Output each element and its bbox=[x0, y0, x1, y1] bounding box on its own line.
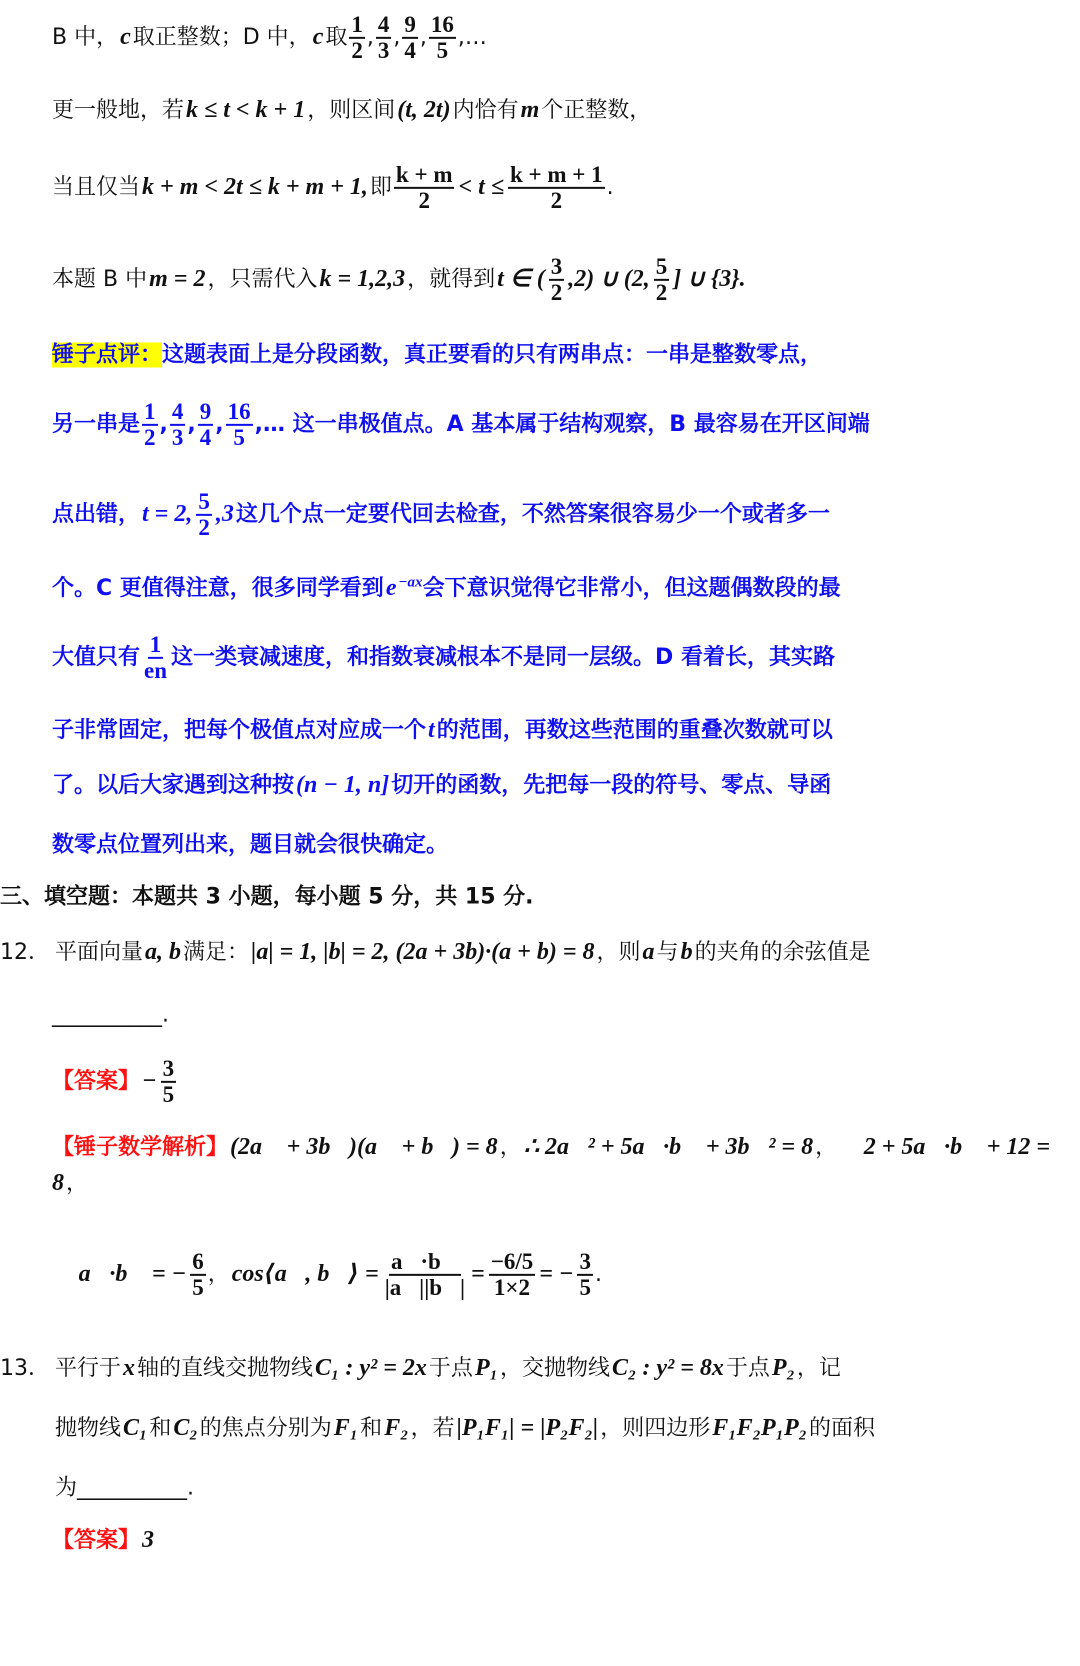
text-line bbox=[52, 570, 1075, 606]
fraction-denominator: 2 bbox=[550, 188, 563, 213]
math-expression: m = 2 bbox=[149, 266, 206, 292]
text-run: 本题 B 中 bbox=[52, 267, 148, 292]
fraction bbox=[198, 400, 214, 450]
fraction-numerator: 16 bbox=[429, 13, 456, 39]
text-run: 的夹角的余弦值是 bbox=[694, 940, 871, 965]
text-line bbox=[55, 1410, 1075, 1446]
math-expression: a bbox=[642, 939, 655, 965]
fraction bbox=[142, 400, 158, 450]
text-run: 和 bbox=[149, 1416, 172, 1441]
math-expression: k = 1,2,3 bbox=[319, 266, 406, 292]
text-run: 平面向量 bbox=[55, 940, 144, 965]
text-run: 为__________. bbox=[55, 1475, 194, 1501]
fraction-numerator: 1 bbox=[349, 13, 365, 39]
math-expression: F₂ bbox=[384, 1415, 409, 1441]
math-expression: C₂ bbox=[173, 1415, 198, 1441]
superscript: −ax bbox=[398, 574, 423, 591]
text-run: 数零点位置列出来，题目就会很快确定。 bbox=[52, 832, 449, 858]
text-run: ，则 bbox=[596, 940, 641, 965]
math-expression: cos⟨a⃗, b⃗⟩ = bbox=[231, 1261, 379, 1287]
text-line bbox=[0, 1350, 1075, 1386]
fraction bbox=[376, 13, 392, 63]
math-expression: k ≤ t < k + 1 bbox=[186, 97, 306, 123]
math-expression: ,3 bbox=[215, 501, 234, 527]
text-run: 取正整数；D 中， bbox=[132, 25, 311, 50]
fraction bbox=[402, 13, 418, 63]
text-line bbox=[52, 1522, 1075, 1558]
fraction-denominator: 1×2 bbox=[493, 1275, 531, 1300]
fraction-numerator: 3 bbox=[161, 1057, 177, 1083]
fraction bbox=[508, 163, 605, 213]
text-run: 的面积 bbox=[809, 1416, 876, 1441]
text-line bbox=[52, 400, 1075, 450]
fraction bbox=[161, 1057, 177, 1107]
fraction-denominator: 2 bbox=[655, 280, 668, 305]
math-expression: = − bbox=[539, 1261, 574, 1287]
fraction-numerator: 16 bbox=[226, 400, 253, 426]
math-expression: (t, 2t) bbox=[397, 97, 451, 123]
fraction-denominator: 3 bbox=[377, 38, 390, 63]
fraction-denominator: 2 bbox=[550, 280, 563, 305]
math-expression: c bbox=[120, 24, 131, 50]
text-run: , bbox=[215, 412, 224, 437]
text-run: 这一类衰减速度，和指数衰减根本不是同一层级。D 看着长，其实路 bbox=[171, 645, 835, 670]
text-run: 更一般地，若 bbox=[52, 98, 185, 123]
math-expression: b bbox=[680, 939, 693, 965]
fraction-denominator: 2 bbox=[198, 515, 210, 540]
text-run: ，只需代入 bbox=[207, 267, 318, 292]
fraction bbox=[196, 490, 212, 540]
text-run: 了。以后大家遇到这种按 bbox=[52, 773, 295, 798]
math-expression: P₁ bbox=[474, 1355, 498, 1381]
text-line bbox=[52, 829, 1075, 862]
fraction-numerator: 3 bbox=[577, 1250, 593, 1276]
text-run: , bbox=[366, 25, 374, 50]
text-line bbox=[52, 767, 1075, 803]
fraction bbox=[190, 1250, 206, 1300]
text-line bbox=[52, 1057, 1075, 1107]
math-expression: C₁ : y² = 2x bbox=[315, 1355, 427, 1381]
math-expression: (2a⃗ + 3b⃗)(a⃗ + b⃗) = 8 bbox=[230, 1134, 498, 1160]
fraction bbox=[383, 1250, 467, 1300]
math-expression: C₁ bbox=[123, 1415, 148, 1441]
text-run: 这题表面上是分段函数，真正要看的只有两串点：一串是整数零点， bbox=[162, 342, 823, 368]
answer-label: 【锤子数学解析】 bbox=[52, 1135, 229, 1160]
fraction-numerator: 1 bbox=[142, 400, 158, 426]
fraction-numerator: 1 bbox=[148, 633, 164, 659]
fraction bbox=[170, 400, 186, 450]
math-expression: ∴ 2 + 5a⃗·b⃗ + 12 = 8 bbox=[52, 1134, 1051, 1196]
math-expression: e bbox=[385, 575, 397, 601]
fraction-denominator: 3 bbox=[171, 425, 184, 450]
fraction bbox=[549, 255, 565, 305]
fraction-numerator: 5 bbox=[196, 490, 212, 516]
text-run: 个。C 更值得注意，很多同学看到 bbox=[52, 576, 384, 601]
fraction-numerator: 4 bbox=[170, 400, 186, 426]
text-line bbox=[0, 881, 1075, 914]
text-run: ， bbox=[207, 1262, 230, 1287]
fraction-denominator: 5 bbox=[192, 1275, 204, 1300]
text-run: 满足： bbox=[183, 940, 250, 965]
fraction-denominator: 4 bbox=[199, 425, 212, 450]
text-run: ，若 bbox=[410, 1416, 455, 1441]
text-run: 取 bbox=[325, 25, 348, 50]
text-line bbox=[52, 255, 1075, 305]
text-run: 大值只有 bbox=[52, 645, 141, 670]
text-run: ， bbox=[499, 1135, 522, 1160]
math-expression: − bbox=[142, 1068, 157, 1094]
highlighted-label: 锤子点评： bbox=[52, 342, 163, 368]
math-expression: ∴ a⃗·b⃗ = − bbox=[54, 1261, 187, 1287]
math-expression: F₁ bbox=[333, 1415, 359, 1441]
text-run: ， bbox=[815, 1135, 838, 1160]
fraction-denominator: 5 bbox=[436, 38, 449, 63]
fraction bbox=[226, 400, 253, 450]
fraction-numerator: −6/5 bbox=[489, 1250, 536, 1276]
text-run: 当且仅当 bbox=[52, 175, 141, 200]
fraction-denominator: 5 bbox=[162, 1082, 175, 1107]
text-run: ，则区间 bbox=[307, 98, 396, 123]
math-expression: 3 bbox=[142, 1527, 155, 1553]
math-expression: a, b bbox=[145, 939, 182, 965]
fraction-numerator: 9 bbox=[198, 400, 214, 426]
text-line bbox=[52, 92, 1075, 128]
text-line bbox=[52, 633, 1075, 683]
math-expression: < t ≤ bbox=[458, 174, 504, 200]
math-expression: |P₁F₁| = |P₂F₂| bbox=[456, 1415, 599, 1441]
text-line bbox=[52, 712, 1075, 748]
text-run: ,… bbox=[457, 25, 487, 50]
fraction-numerator: 4 bbox=[376, 13, 392, 39]
text-line bbox=[52, 490, 1075, 540]
text-run: 会下意识觉得它非常小，但这题偶数段的最 bbox=[422, 576, 841, 601]
text-line bbox=[55, 1472, 1075, 1505]
text-run: 个正整数， bbox=[541, 98, 652, 123]
text-run: 和 bbox=[360, 1416, 383, 1441]
text-run: , bbox=[419, 25, 427, 50]
text-run: . bbox=[606, 175, 614, 200]
text-line bbox=[52, 13, 1075, 63]
fraction-denominator: 2 bbox=[351, 38, 363, 63]
fraction-numerator: 3 bbox=[549, 255, 565, 281]
text-run: , bbox=[393, 25, 401, 50]
text-run: ， bbox=[66, 1171, 89, 1196]
text-line bbox=[52, 339, 1075, 372]
text-run: ，就得到 bbox=[407, 267, 496, 292]
text-line bbox=[52, 999, 1075, 1032]
answer-label: 【答案】 bbox=[52, 1069, 141, 1094]
math-expression: t bbox=[428, 717, 435, 743]
text-run: , bbox=[187, 412, 196, 437]
fraction-denominator: 5 bbox=[579, 1275, 591, 1300]
question-number: 12． bbox=[0, 940, 50, 965]
math-expression: ,2) ∪ (2, bbox=[568, 266, 650, 292]
fraction-numerator: k + m bbox=[394, 163, 455, 189]
math-expression: m bbox=[520, 97, 540, 123]
fraction-denominator: 5 bbox=[233, 425, 245, 450]
fraction-numerator: k + m + 1 bbox=[508, 163, 605, 189]
fraction bbox=[577, 1250, 593, 1300]
fraction-numerator: 9 bbox=[402, 13, 418, 39]
text-run: ，则四边形 bbox=[600, 1416, 711, 1441]
text-run: ，记 bbox=[796, 1356, 841, 1381]
fraction-numerator: 5 bbox=[654, 255, 670, 281]
math-expression: F₁F₂P₁P₂ bbox=[712, 1415, 808, 1441]
text-run: 的焦点分别为 bbox=[199, 1416, 332, 1441]
answer-label: 【答案】 bbox=[52, 1528, 141, 1553]
fraction-numerator: a⃗·b⃗ bbox=[389, 1250, 461, 1276]
math-expression: ] ∪ {3}. bbox=[673, 266, 746, 292]
text-run: ，交抛物线 bbox=[499, 1356, 610, 1381]
text-run: 平行于 bbox=[55, 1356, 122, 1381]
text-line bbox=[52, 1250, 1075, 1300]
fraction-denominator: 2 bbox=[144, 425, 156, 450]
math-expression: c bbox=[312, 24, 324, 50]
text-run: 与 bbox=[656, 940, 679, 965]
fraction bbox=[654, 255, 670, 305]
text-run: 三、填空题：本题共 3 小题，每小题 5 分，共 15 分. bbox=[0, 884, 534, 910]
text-run: 抛物线 bbox=[55, 1416, 122, 1441]
text-run: . bbox=[594, 1262, 602, 1287]
fraction-denominator: en bbox=[144, 658, 168, 683]
text-run: 的范围，再数这些范围的重叠次数就可以 bbox=[436, 718, 833, 743]
math-expression: C₂ : y² = 8x bbox=[611, 1355, 724, 1381]
text-line bbox=[52, 1129, 1075, 1201]
text-run: 子非常固定，把每个极值点对应成一个 bbox=[52, 718, 427, 743]
fraction bbox=[142, 633, 169, 683]
fraction bbox=[429, 13, 456, 63]
fraction-denominator: |a⃗||b⃗| bbox=[384, 1275, 466, 1300]
text-run: 轴的直线交抛物线 bbox=[137, 1356, 314, 1381]
text-run: 即 bbox=[369, 175, 392, 200]
text-run: 于点 bbox=[725, 1356, 770, 1381]
fraction bbox=[489, 1250, 536, 1300]
fraction bbox=[394, 163, 455, 213]
fraction-numerator: 6 bbox=[190, 1250, 206, 1276]
text-run: 另一串是 bbox=[52, 412, 141, 437]
math-expression: (n − 1, n] bbox=[296, 772, 390, 798]
text-line bbox=[52, 163, 1075, 213]
math-expression: t = 2, bbox=[142, 501, 193, 527]
fraction-denominator: 2 bbox=[418, 188, 430, 213]
text-run: , bbox=[159, 412, 168, 437]
text-run: B 中， bbox=[52, 25, 119, 50]
math-expression: t ∈ ( bbox=[497, 266, 545, 292]
text-run: __________. bbox=[52, 1002, 169, 1028]
text-run: 点出错， bbox=[52, 502, 141, 527]
math-expression: k + m < 2t ≤ k + m + 1, bbox=[142, 174, 368, 200]
math-expression: P₂ bbox=[771, 1355, 795, 1381]
math-expression: x bbox=[123, 1355, 136, 1381]
text-line bbox=[0, 934, 1075, 970]
math-expression: = bbox=[471, 1261, 485, 1287]
text-run: 内恰有 bbox=[452, 98, 519, 123]
text-run: ,… 这一串极值点。A 基本属于结构观察，B 最容易在开区间端 bbox=[254, 412, 870, 437]
math-expression: ∴ 2a⃗² + 5a⃗·b⃗ + 3b⃗² = 8 bbox=[523, 1134, 814, 1160]
text-run: 于点 bbox=[428, 1356, 473, 1381]
text-run: 切开的函数，先把每一段的符号、零点、导函 bbox=[391, 773, 832, 798]
math-expression: |a| = 1, |b| = 2, (2a + 3b)·(a + b) = 8 bbox=[251, 939, 595, 965]
fraction-denominator: 4 bbox=[404, 38, 416, 63]
text-run: 这几个点一定要代回去检查，不然答案很容易少一个或者多一 bbox=[235, 502, 830, 527]
question-number: 13． bbox=[0, 1356, 50, 1381]
fraction bbox=[349, 13, 365, 63]
